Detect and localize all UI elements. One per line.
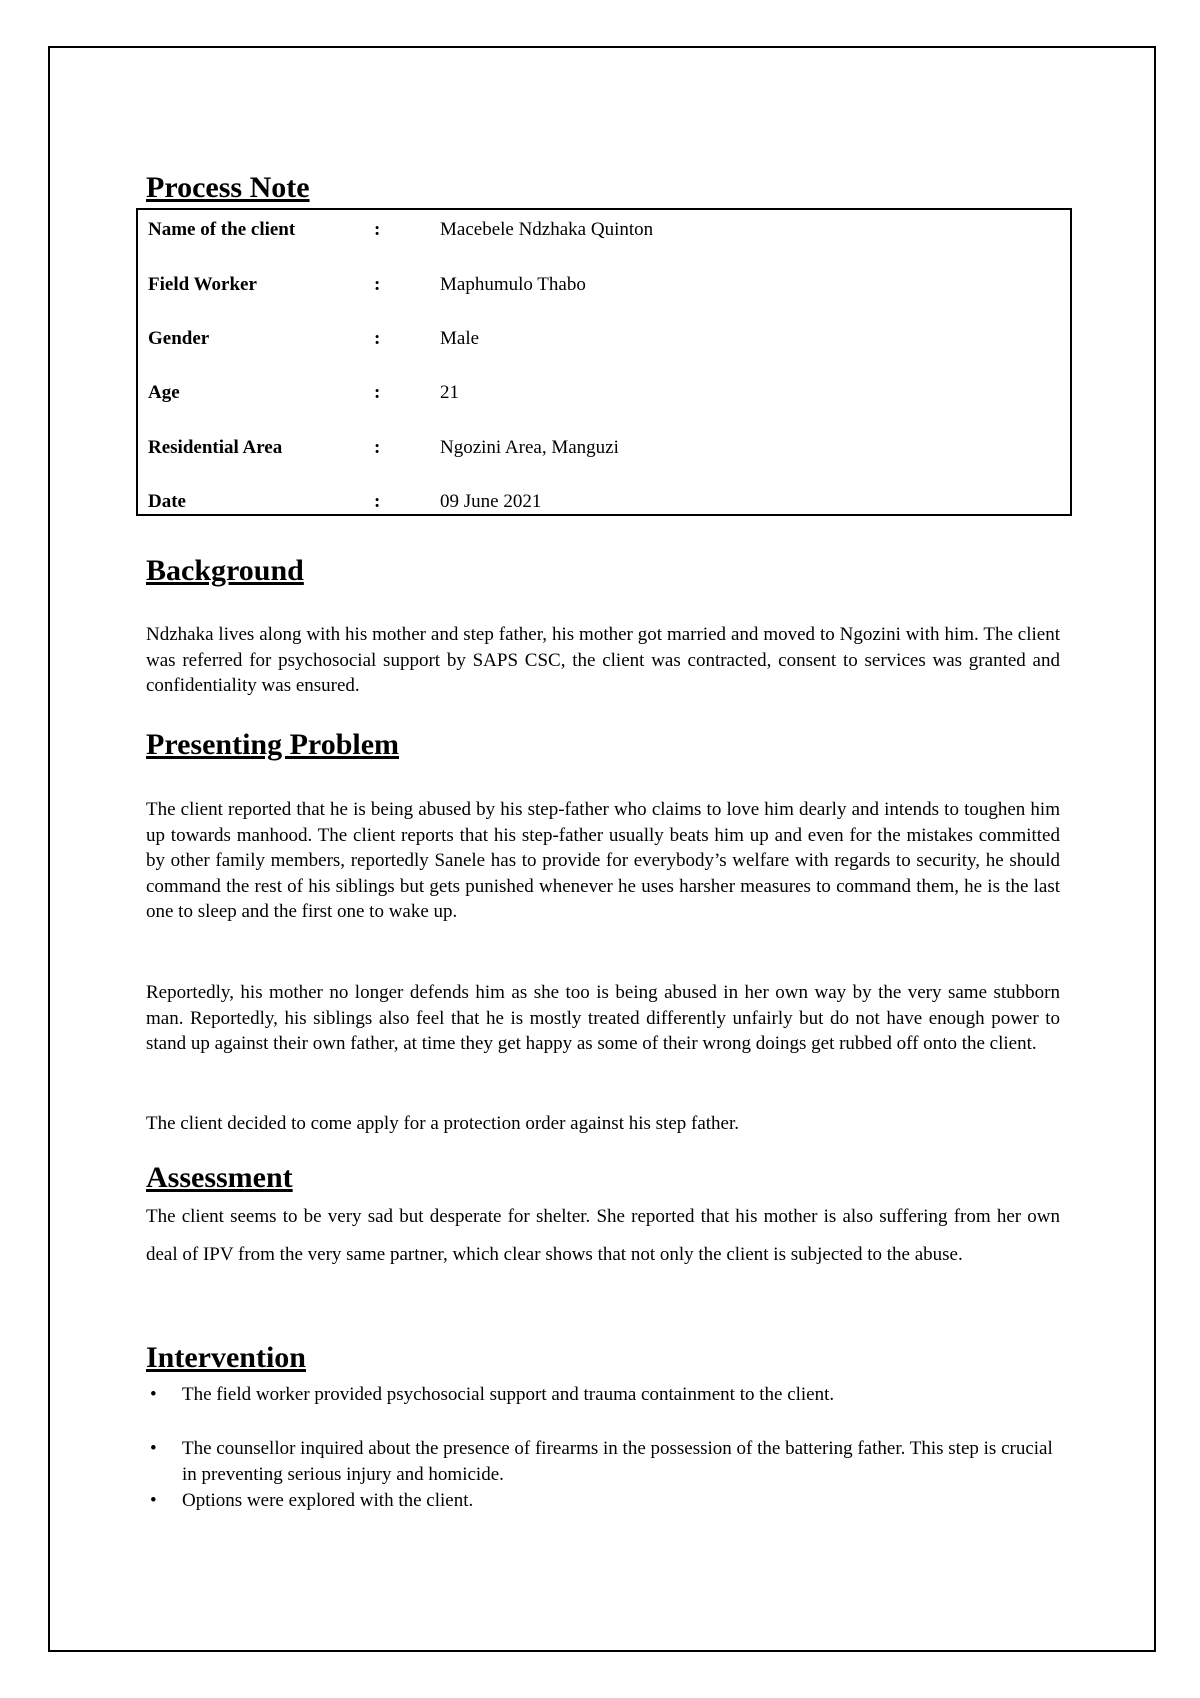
list-item	[146, 1488, 1060, 1514]
info-label: Name of the client	[148, 219, 296, 240]
info-value: Ngozini Area, Manguzi	[440, 437, 619, 458]
assessment-heading: Assessment	[146, 1161, 293, 1194]
info-colon: :	[374, 382, 381, 403]
info-label: Date	[148, 491, 186, 512]
bullet-icon: •	[150, 1490, 157, 1511]
info-label: Gender	[148, 328, 210, 349]
presenting-problem-paragraph: Reportedly, his mother no longer defends him as she too is being abused in her own way by the very same stubborn man. Reportedly, his siblings also feel that he is mostly treated differently unfairly but do not have enough power to stand up against their own father, at time they get happy as some of their wrong doings get rubbed off onto the client.	[146, 982, 1060, 1054]
info-colon: :	[374, 274, 381, 295]
background-text: Ndzhaka lives along with his mother and step father, his mother got married and moved to Ngozini with him. The client was referred for psychosocial support by SAPS CSC, the client was contracted, consent to services was granted and confidentiality was ensured.	[146, 624, 1060, 696]
info-value: 21	[440, 382, 459, 403]
background-heading: Background	[146, 554, 304, 587]
list-item	[146, 1436, 1060, 1488]
info-colon: :	[374, 219, 381, 240]
info-value: Macebele Ndzhaka Quinton	[440, 219, 654, 240]
list-item-text: The counsellor inquired about the presence of firearms in the possession of the battering father. This step is crucial in preventing serious injury and homicide.	[182, 1438, 1053, 1485]
info-colon: :	[374, 491, 381, 512]
presenting-problem-heading: Presenting Problem	[146, 728, 400, 761]
client-info-table	[136, 208, 1072, 516]
list-item-text: Options were explored with the client.	[182, 1490, 474, 1511]
info-colon: :	[374, 437, 381, 458]
info-label: Age	[148, 382, 180, 403]
list-item	[146, 1382, 1060, 1408]
presenting-problem-paragraph: The client reported that he is being abused by his step-father who claims to love him dearly and intends to toughen him up towards manhood. The client reports that his step-father usually beats him up and even for the mistakes committed by other family members, reportedly Sanele has to provide for everybody’s welfare with regards to security, he should command the rest of his siblings but gets punished whenever he uses harsher measures to command them, he is the last one to sleep and the first one to wake up.	[146, 799, 1060, 922]
intervention-heading: Intervention	[146, 1341, 306, 1374]
info-value: 09 June 2021	[440, 491, 542, 512]
page-title: Process Note	[146, 171, 310, 204]
info-colon: :	[374, 328, 381, 349]
info-value: Male	[440, 328, 480, 349]
info-value: Maphumulo Thabo	[440, 274, 586, 295]
bullet-icon: •	[150, 1384, 157, 1405]
intervention-list	[146, 1382, 1060, 1514]
info-label: Residential Area	[148, 437, 283, 458]
list-item-text: The field worker provided psychosocial support and trauma containment to the client.	[182, 1384, 835, 1405]
presenting-problem-paragraph: The client decided to come apply for a protection order against his step father.	[146, 1113, 740, 1134]
info-label: Field Worker	[148, 274, 257, 295]
bullet-icon: •	[150, 1438, 157, 1459]
assessment-text: The client seems to be very sad but desperate for shelter. She reported that his mother is also suffering from her own deal of IPV from the very same partner, which clear shows that not only the client is subjected to the abuse.	[146, 1206, 1060, 1265]
